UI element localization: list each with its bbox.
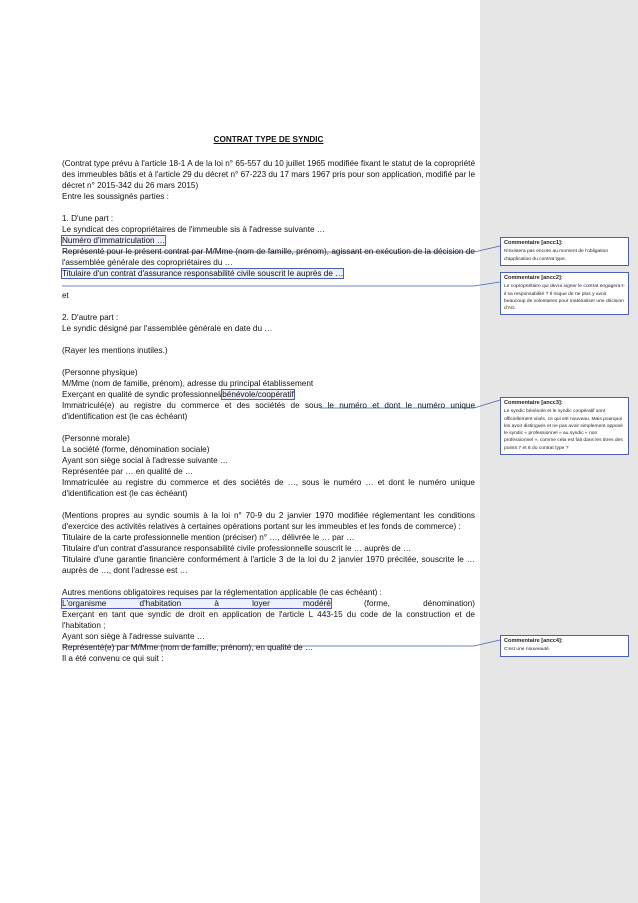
organisme-line[interactable]	[62, 598, 475, 609]
numero-immatriculation[interactable]	[62, 235, 475, 246]
mentions-garantie: Titulaire d'une garantie financière conformément à l'article 3 de la loi du 2 janvier 1970 précitée, souscrite le … auprès de …, dont l'adresse est …	[62, 555, 475, 575]
pp-line2-prefix: Exerçant en qualité de syndic professionnel/	[62, 390, 223, 399]
siege-line: Ayant son siège à l'adresse suivante …	[62, 632, 205, 641]
mentions-carte: Titulaire de la carte professionnelle mention (préciser) n° …, délivrée le … par …	[62, 533, 355, 542]
highlight-ancc1[interactable]: Numéro d'immatriculation …	[62, 236, 166, 245]
personne-physique-line2	[62, 389, 475, 400]
exercant-syndic-droit: Exerçant en tant que syndic de droit en application de l'article L 443-15 du code de la construction et de l'habitation ;	[62, 610, 475, 630]
autres-mentions-heading: Autres mentions obligatoires requises par la réglementation applicable (le cas échéant) :	[62, 588, 382, 597]
comment-text: N'existera pas encore au moment de l'obligation d'application du contrat type.	[504, 249, 609, 262]
comment-text: Le copropriétaire qui devra signer le contrat engagera-t-il sa responsabilité ? Il risque de ne plus y avoir beaucoup de volontaires pour matérialiser une décision d'AG.	[504, 284, 625, 312]
part1-heading: 1. D'une part :	[62, 214, 114, 223]
comment-text: C'est une nouveauté.	[504, 647, 551, 653]
represente-paragraph: Représenté pour le présent contrat par M/Mme (nom de famille, prénom), agissant en exécution de la décision de l'assemblée générale des copropriétaires du …	[62, 247, 475, 267]
comment-ancc4[interactable]	[500, 635, 629, 657]
highlight-ancc4[interactable]: L'organisme d'habitation à loyer modéré	[62, 599, 331, 608]
organisme-rest: (forme, dénomination)	[364, 599, 476, 608]
titulaire-assurance[interactable]	[62, 268, 475, 279]
highlight-ancc3[interactable]: bénévole/coopératif	[222, 390, 294, 399]
represente2-line: Représenté(e) par M/Mme (nom de famille, prénom), en qualité de …	[62, 643, 314, 652]
et-line: et	[62, 291, 69, 300]
intro-parties: Entre les soussignés parties :	[62, 192, 169, 201]
personne-physique-line3: Immatriculé(e) au registre du commerce et des sociétés de sous le numéro et dont le numéro unique d'identification est (le cas échéant)	[62, 401, 475, 421]
personne-physique-heading: (Personne physique)	[62, 368, 138, 377]
personne-morale-line1: La société (forme, dénomination sociale)	[62, 445, 210, 454]
intro-paragraph: (Contrat type prévu à l'article 18-1 A de la loi n° 65-557 du 10 juillet 1965 modifiée fixant le statut de la copropriété des immeubles bâtis et à l'article 29 du décret n° 67-223 du 17 mars 1967 pris pour son application, modifié par le décret n° 2015-342 du 26 mars 2015)	[62, 159, 475, 190]
mentions-assurance: Titulaire d'un contrat d'assurance responsabilité civile professionnelle souscrit le … auprès de …	[62, 544, 412, 553]
comment-header: Commentaire [ancc2]:	[504, 275, 563, 281]
highlight-ancc2[interactable]: Titulaire d'un contrat d'assurance responsabilité civile souscrit le auprès de …	[62, 269, 344, 278]
personne-morale-line3: Représentée par … en qualité de …	[62, 467, 194, 476]
mentions-heading: (Mentions propres au syndic soumis à la loi n° 70-9 du 2 janvier 1970 modifiée réglementant les conditions d'exercice des activités relatives à certaines opérations portant sur les immeubles et les fonds de commerce) :	[62, 511, 475, 531]
document-title: CONTRAT TYPE DE SYNDIC	[213, 135, 324, 144]
part2-line: Le syndic désigné par l'assemblée générale en date du …	[62, 324, 273, 333]
personne-morale-line2: Ayant son siège social à l'adresse suivante …	[62, 456, 229, 465]
part2-heading: 2. D'autre part :	[62, 313, 119, 322]
comment-header: Commentaire [ancc3]:	[504, 400, 563, 406]
comment-ancc1[interactable]	[500, 237, 629, 266]
comment-ancc3[interactable]	[500, 397, 629, 455]
personne-morale-heading: (Personne morale)	[62, 434, 130, 443]
comment-header: Commentaire [ancc4]:	[504, 638, 563, 644]
convenu-line: Il a été convenu ce qui suit :	[62, 654, 164, 663]
comment-text: Le syndic bénévole et le syndic coopératif sont officiellement visés, ce qui est nouveau. Mais pourquoi les avoir distingués et ne pas avoir simplement opposé le syndic « professionnel » au syndic « non professionnel », comme cela est fait dans les titres des points 7 et 8 du contrat type ?	[504, 409, 623, 451]
part1-line: Le syndicat des copropriétaires de l'immeuble sis à l'adresse suivante …	[62, 225, 325, 234]
document-page	[62, 134, 475, 664]
personne-morale-line4: Immatriculée au registre du commerce et des sociétés de …, sous le numéro … et dont le numéro unique d'identification est (le cas échéant)	[62, 478, 475, 498]
comment-header: Commentaire [ancc1]:	[504, 240, 563, 246]
personne-physique-line1: M/Mme (nom de famille, prénom), adresse du principal établissement	[62, 379, 314, 388]
comment-ancc2[interactable]	[500, 272, 629, 315]
rayer-mentions: (Rayer les mentions inutiles.)	[62, 346, 168, 355]
